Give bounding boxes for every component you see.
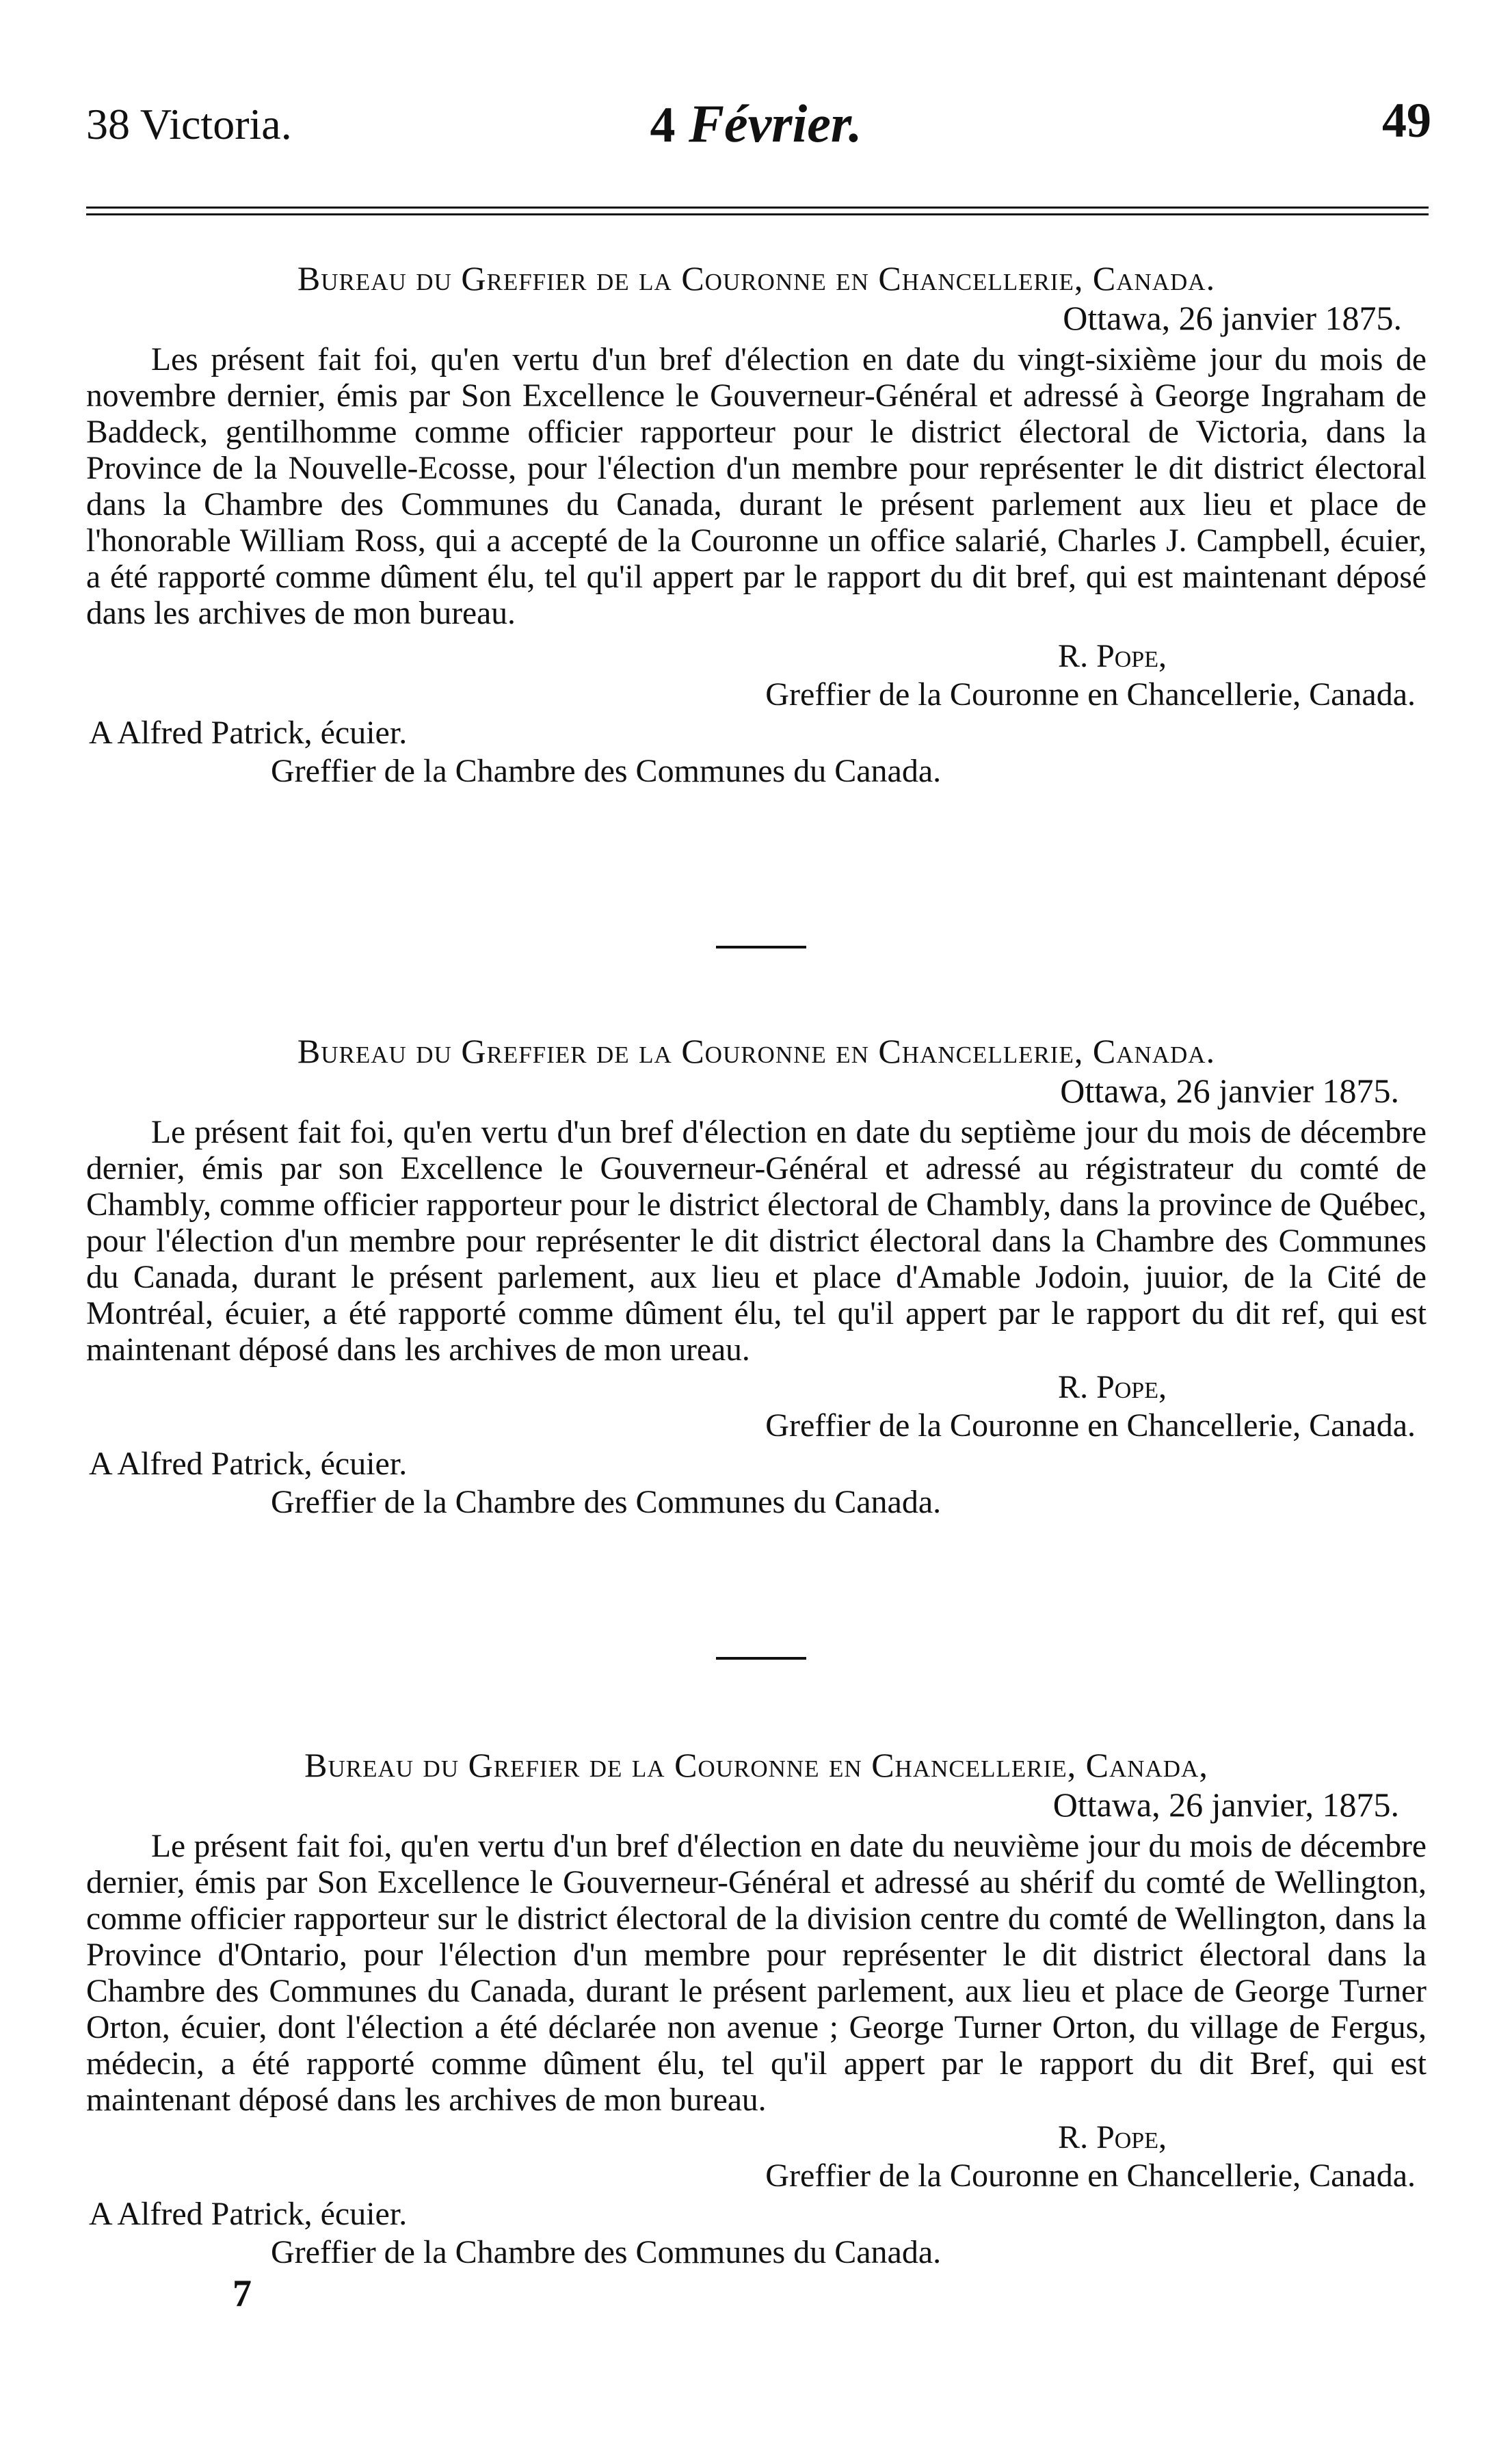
certificate-section-3 xyxy=(86,1745,1427,2272)
addressee-title: Greffier de la Chambre des Communes du Canada. xyxy=(271,2234,942,2270)
signer-title: Greffier de la Couronne en Chancellerie, Canada. xyxy=(765,2158,1416,2194)
running-header-session: 38 Victoria. xyxy=(86,100,292,148)
office-heading: Bureau du Grefier de la Couronne en Chancellerie, Canada, xyxy=(304,1746,1208,1784)
signer-title: Greffier de la Couronne en Chancellerie, Canada. xyxy=(765,676,1416,713)
signature-mark: 7 xyxy=(233,2272,252,2315)
dateline: Ottawa, 26 janvier, 1875. xyxy=(1052,1786,1399,1824)
section-separator-2 xyxy=(716,1657,806,1660)
certificate-body: Les présent fait foi, qu'en vertu d'un bref d'élection en date du vingt-sixième jour du mois de novembre dernier, émis par Son Excellence le Gouverneur-Général et adressé à George Ingraham de Baddeck, gentilhomme comme officier rapporteur pour le district électoral de Victoria, dans la Province de la Nouvelle-Ecosse, pour l'élection d'un membre pour représenter le dit district électoral dans la Chambre des Communes du Canada, durant le présent parlement aux lieu et place de l'honorable William Ross, qui a accepté de la Couronne un office salarié, Charles J. Campbell, écuier, a été rapporté comme dûment élu, tel qu'il appert par le rapport du dit bref, qui est maintenant déposé dans les archives de mon bureau. xyxy=(86,342,1427,631)
certificate-section-1 xyxy=(86,258,1427,791)
addressee: A Alfred Patrick, écuier. xyxy=(89,715,408,751)
office-heading: Bureau du Greffier de la Couronne en Chancellerie, Canada. xyxy=(297,259,1216,297)
dateline: Ottawa, 26 janvier 1875. xyxy=(1063,299,1402,337)
addressee: A Alfred Patrick, écuier. xyxy=(89,1446,408,1482)
header-rule-top xyxy=(86,207,1429,209)
addressee-title: Greffier de la Chambre des Communes du Canada. xyxy=(271,753,942,789)
section-separator-1 xyxy=(716,946,806,948)
certificate-body: Le présent fait foi, qu'en vertu d'un bref d'élection en date du septième jour du mois de décembre dernier, émis par son Excellence le Gouverneur-Général et adressé au régistrateur du comté de Chambly, comme officier rapporteur pour le district électoral de Chambly, dans la province de Québec, pour l'élection d'un membre pour représenter le dit district électoral dans la Chambre des Communes du Canada, durant le présent parlement, aux lieu et place d'Amable Jodoin, juuior, de la Cité de Montréal, écuier, a été rapporté comme dûment élu, tel qu'il appert par le rapport du dit ref, qui est maintenant déposé dans les archives de mon ureau. xyxy=(86,1115,1427,1368)
signer-name: R. Pope, xyxy=(1058,1369,1167,1405)
signer-name: R. Pope, xyxy=(1058,2119,1167,2155)
signer-name: R. Pope, xyxy=(1058,638,1167,674)
addressee-title: Greffier de la Chambre des Communes du Canada. xyxy=(271,1484,942,1520)
header-rule-bottom xyxy=(86,213,1429,215)
certificate-section-2 xyxy=(86,1031,1427,1522)
header-day: 4 xyxy=(650,97,676,153)
header-month: Février. xyxy=(689,94,862,153)
running-header-date xyxy=(0,93,1512,153)
certificate-body: Le présent fait foi, qu'en vertu d'un bref d'élection en date du neuvième jour du mois de décembre dernier, émis par Son Excellence le Gouverneur-Général et adressé au shérif du comté de Wellington, comme officier rapporteur sur le district électoral de la division centre du comté de Wellington, dans la Province d'Ontario, pour l'élection d'un membre pour représenter le dit district électoral dans la Chambre des Communes du Canada, durant le présent parlement, aux lieu et place de George Turner Orton, écuier, dont l'élection a été déclarée non avenue ; George Turner Orton, du village de Fergus, médecin, a été rapporté comme dûment élu, tel qu'il appert par le rapport du dit Bref, qui est maintenant déposé dans les archives de mon bureau. xyxy=(86,1829,1427,2118)
addressee: A Alfred Patrick, écuier. xyxy=(89,2196,408,2232)
page-number: 49 xyxy=(1382,93,1431,148)
dateline: Ottawa, 26 janvier 1875. xyxy=(1060,1072,1399,1110)
office-heading: Bureau du Greffier de la Couronne en Chancellerie, Canada. xyxy=(297,1032,1216,1070)
signer-title: Greffier de la Couronne en Chancellerie, Canada. xyxy=(765,1407,1416,1444)
